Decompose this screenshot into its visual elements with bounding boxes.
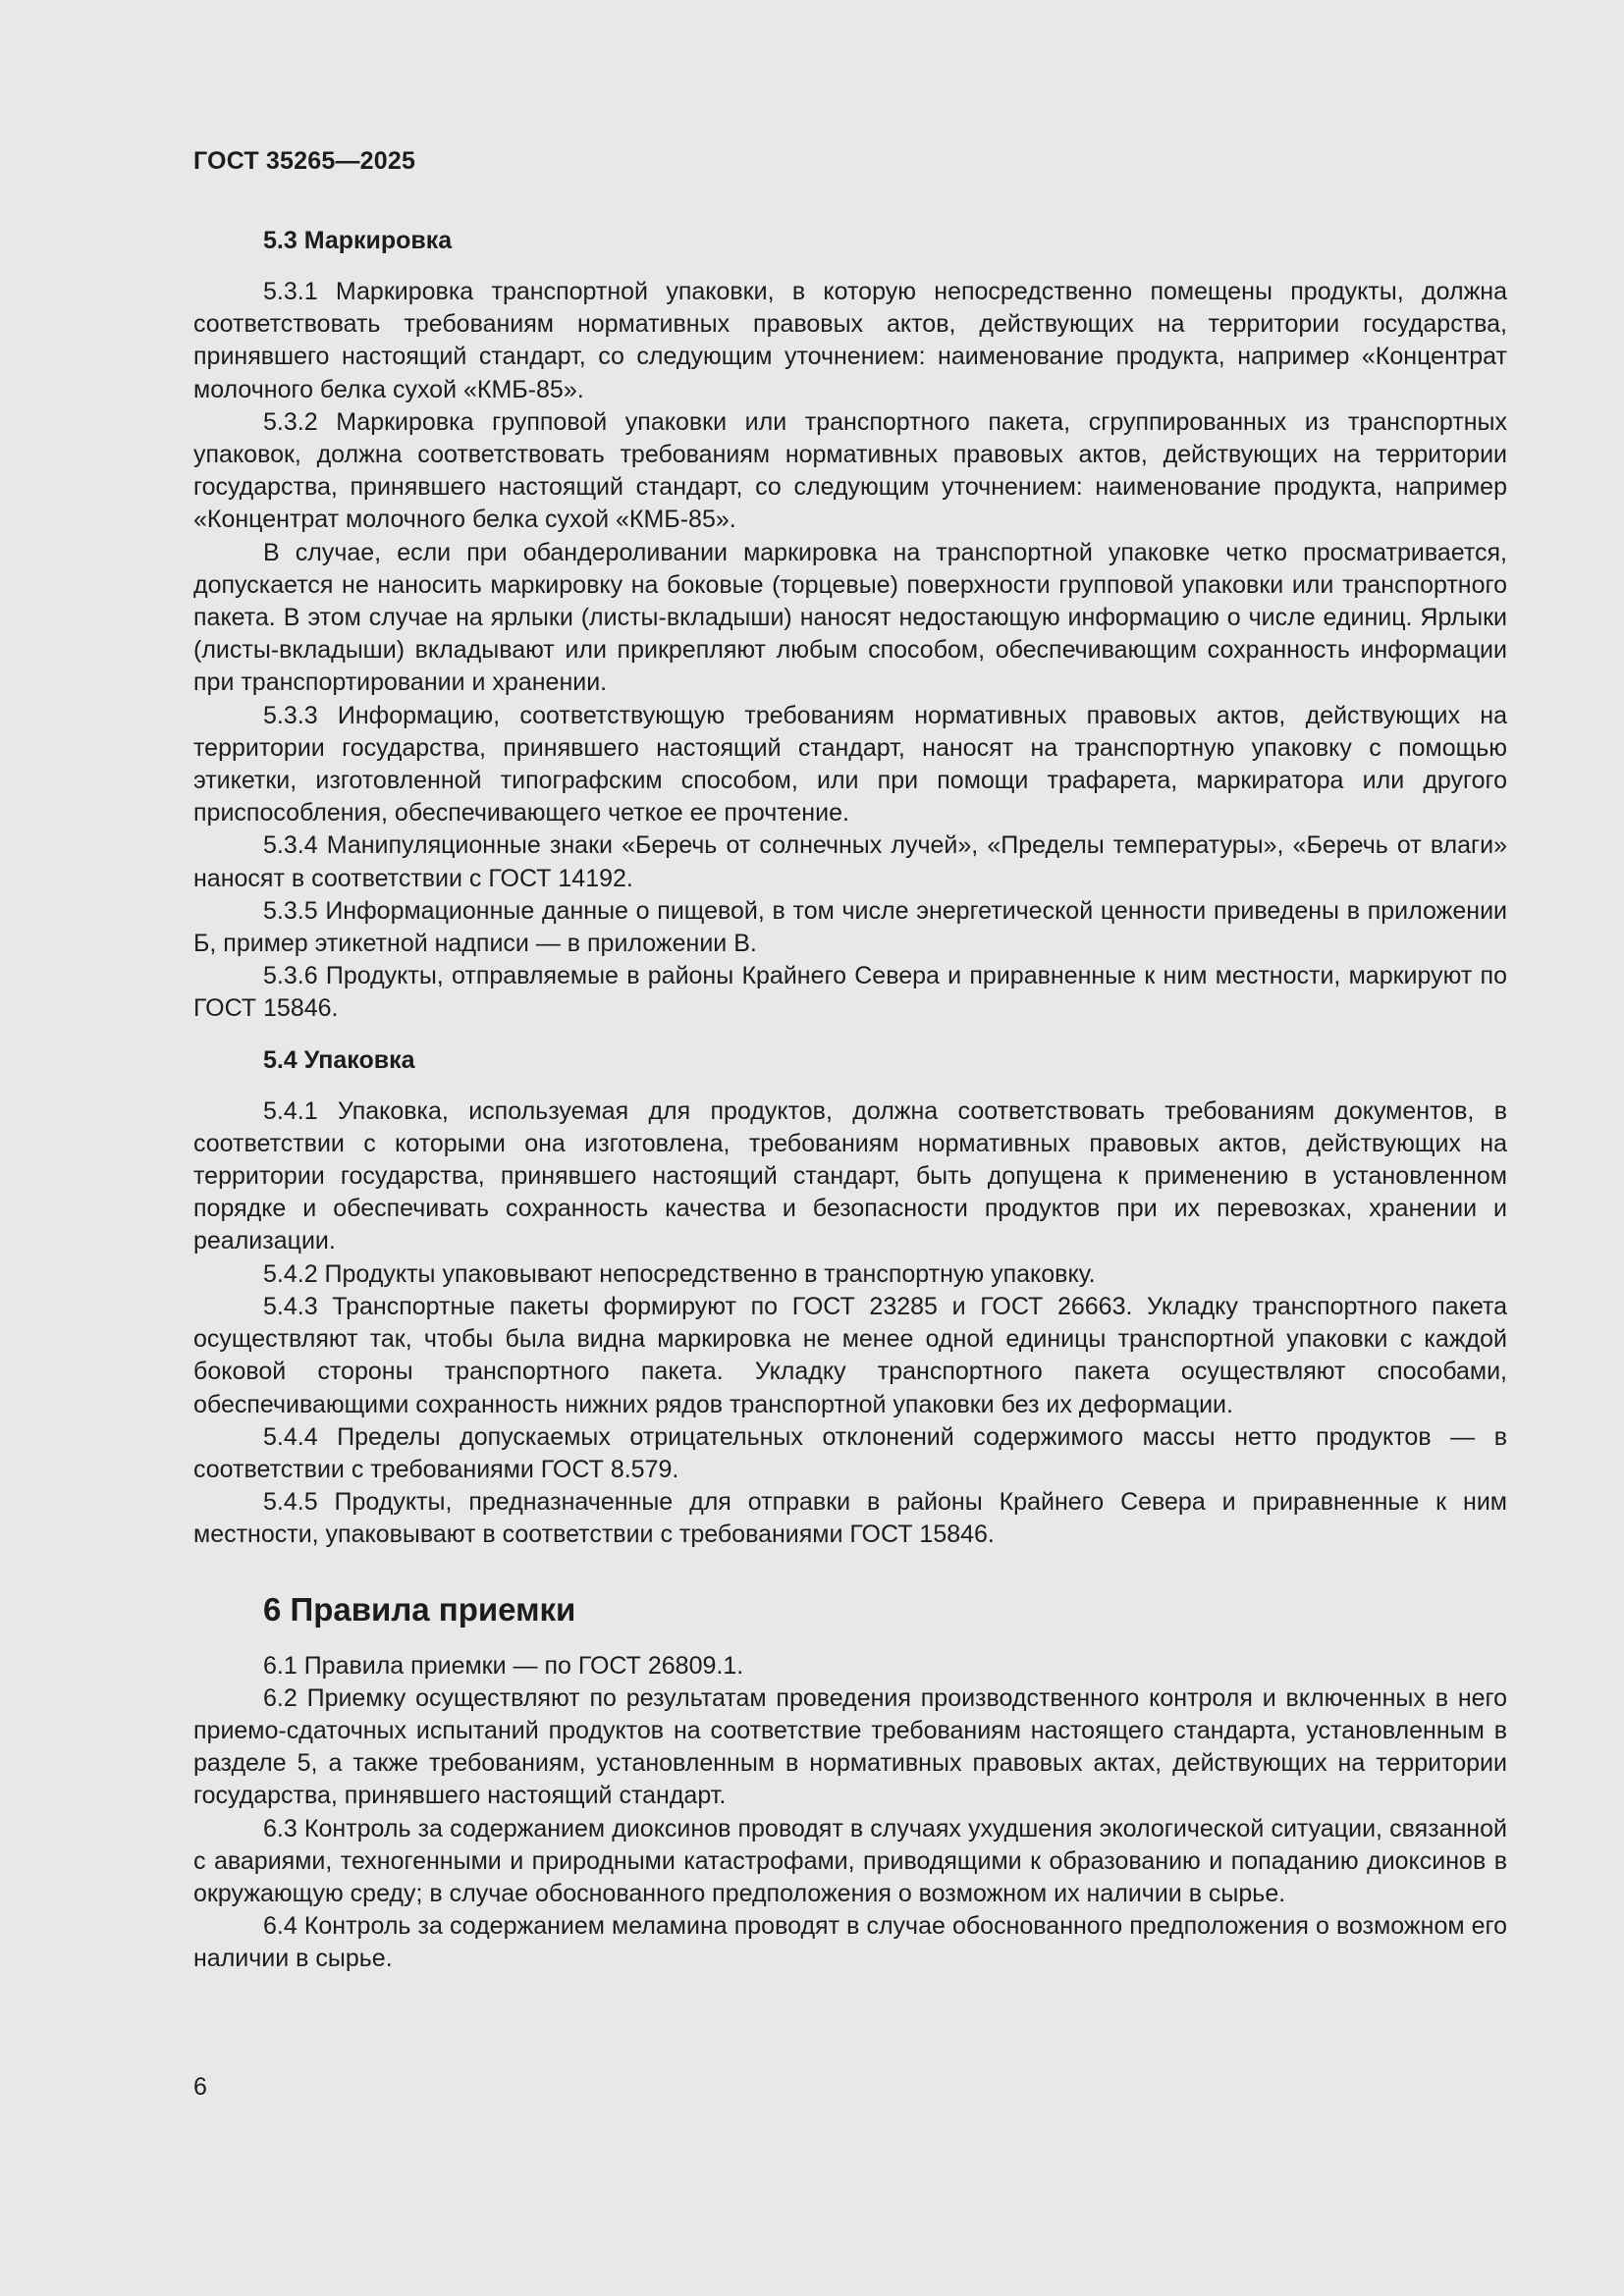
paragraph-5-4-2: 5.4.2 Продукты упаковывают непосредственно в транспортную упаковку. [263, 1259, 1096, 1288]
paragraph-5-3-5: 5.3.5 Информационные данные о пищевой, в том числе энергетической ценности приведены в приложении Б, пример этикетной надписи — в приложении В. [193, 896, 1507, 958]
section-heading-6: 6 Правила приемки [263, 1590, 576, 1628]
paragraph-5-3-1: 5.3.1 Маркировка транспортной упаковки, в которую непосредственно помещены продукты, должна соответствовать требованиям нормативных правовых актов, действующих на территории государства, принявшего настоящий стандарт, со следующим уточнением: наименование продукта, например «Концентрат молочного белка сухой «КМБ-85». [193, 278, 1507, 403]
paragraph-5-3-6: 5.3.6 Продукты, отправляемые в районы Крайнего Севера и приравненные к ним местности, маркируют по ГОСТ 15846. [193, 962, 1507, 1023]
standard-header: ГОСТ 35265—2025 [193, 147, 416, 175]
paragraph-5-3-3: 5.3.3 Информацию, соответствующую требованиям нормативных правовых актов, действующих на территории государства, принявшего настоящий стандарт, наносят на транспортную упаковку с помощью этикетки, изготовленной типографским способом, или при помощи трафарета, маркиратора или другого приспособления, обеспечивающего четкое ее прочтение. [193, 701, 1507, 828]
page-number: 6 [193, 2073, 207, 2101]
paragraph-5-4-1: 5.4.1 Упаковка, используемая для продуктов, должна соответствовать требованиям документов, в соответствии с которыми она изготовлена, требованиям нормативных правовых актов, действующих на территории государства, принявшего настоящий стандарт, быть допущена к применению в установленном порядке и обеспечивать сохранность качества и безопасности продуктов при их перевозках, хранении и реализации. [193, 1096, 1507, 1255]
section-heading-5-4: 5.4 Упаковка [263, 1045, 415, 1074]
paragraph-6-4: 6.4 Контроль за содержанием меламина проводят в случае обоснованного предположения о возможном его наличии в сырье. [193, 1912, 1507, 1973]
paragraph-6-3: 6.3 Контроль за содержанием диоксинов проводят в случаях ухудшения экологической ситуации, связанной с авариями, техногенными и природными катастрофами, приводящими к образованию и попаданию диоксинов в окружающую среду; в случае обоснованного предположения о возможном их наличии в сырье. [193, 1814, 1507, 1907]
page-content [193, 225, 1507, 1976]
paragraph-5-3-2: 5.3.2 Маркировка групповой упаковки или транспортного пакета, сгруппированных из транспортных упаковок, должна соответствовать требованиям нормативных правовых актов, действующих на территории государства, принявшего настоящий стандарт, со следующим уточнением: наименование продукта, например «Концентрат молочного белка сухой «КМБ-85». [193, 407, 1507, 534]
paragraph-6-2: 6.2 Приемку осуществляют по результатам проведения производственного контроля и включенных в него приемо-сдаточных испытаний продуктов на соответствие требованиям настоящего стандарта, установленным в разделе 5, а также требованиям, установленным в нормативных правовых актах, действующих на территории государства, принявшего настоящий стандарт. [193, 1683, 1507, 1810]
paragraph-5-3-2-note: В случае, если при обандероливании маркировка на транспортной упаковке четко просматривается, допускается не наносить маркировку на боковые (торцевые) поверхности групповой упаковки или транспортного пакета. В этом случае на ярлыки (листы-вкладыши) наносят недостающую информацию о числе единиц. Ярлыки (листы-вкладыши) вкладывают или прикрепляют любым способом, обеспечивающим сохранность информации при транспортировании и хранении. [193, 538, 1507, 697]
paragraph-5-4-5: 5.4.5 Продукты, предназначенные для отправки в районы Крайнего Севера и приравненные к ним местности, упаковывают в соответствии с требованиями ГОСТ 15846. [193, 1488, 1507, 1549]
paragraph-5-3-4: 5.3.4 Манипуляционные знаки «Беречь от солнечных лучей», «Пределы температуры», «Беречь от влаги» наносят в соответствии с ГОСТ 14192. [193, 831, 1507, 892]
paragraph-6-1: 6.1 Правила приемки — по ГОСТ 26809.1. [263, 1651, 744, 1680]
section-heading-5-3: 5.3 Маркировка [263, 227, 453, 254]
paragraph-5-4-4: 5.4.4 Пределы допускаемых отрицательных отклонений содержимого массы нетто продуктов — в соответствии с требованиями ГОСТ 8.579. [193, 1422, 1507, 1483]
paragraph-5-4-3: 5.4.3 Транспортные пакеты формируют по ГОСТ 23285 и ГОСТ 26663. Укладку транспортного пакета осуществляют так, чтобы была видна маркировка не менее одной единицы транспортной упаковки с каждой боковой стороны транспортного пакета. Укладку транспортного пакета осуществляют способами, обеспечивающими сохранность нижних рядов транспортной упаковки без их деформации. [193, 1292, 1507, 1418]
